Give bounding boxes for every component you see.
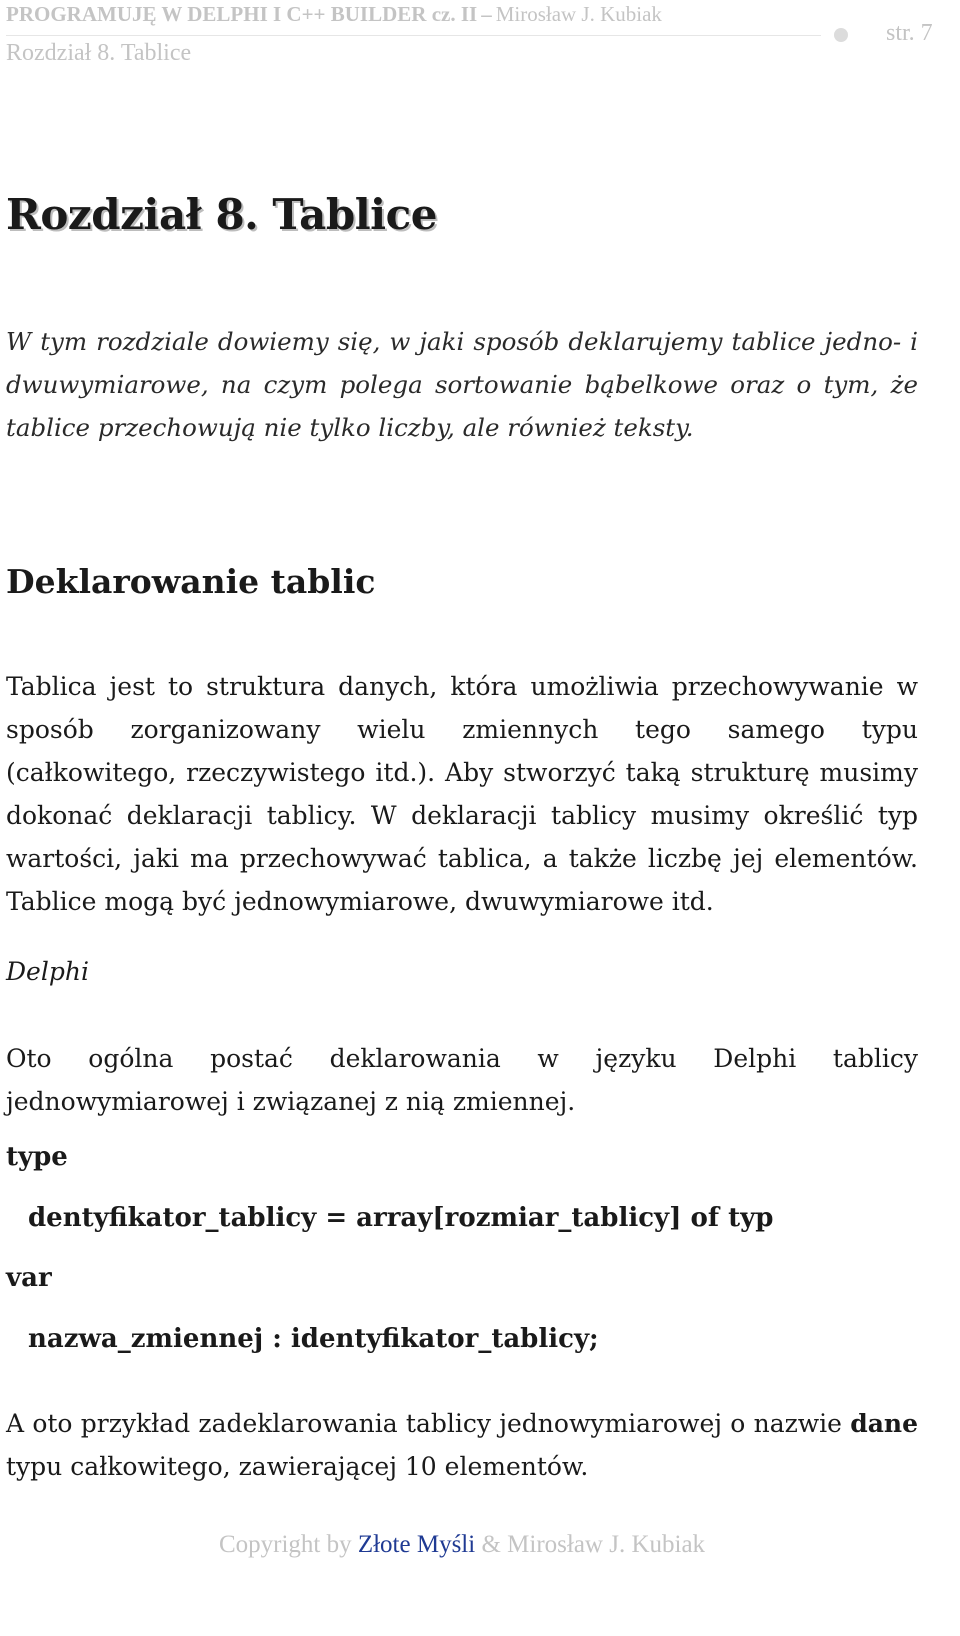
- example-text-start: A oto przykład zadeklarowania tablicy jednowymiarowej o nazwie: [6, 1409, 851, 1438]
- example-text-end: typu całkowitego, zawierającej 10 elementów.: [6, 1452, 589, 1481]
- code-var-keyword: var: [6, 1263, 52, 1293]
- chapter-heading: Rozdział 8. Tablice: [6, 190, 437, 239]
- header-author: Mirosław J. Kubiak: [495, 2, 662, 26]
- header-chapter: Rozdział 8. Tablice: [6, 40, 192, 66]
- copyright-footer: [0, 1531, 924, 1559]
- bullet-icon: [834, 28, 848, 42]
- paragraph-definition: Tablica jest to struktura danych, która umożliwia przechowywanie w sposób zorganizowany wielu zmiennych tego samego typu (całkowitego, rzeczywistego itd.). Aby stworzyć taką strukturę musimy dokonać deklaracji tablicy. W deklaracji tablicy musimy określić typ wartości, jaki ma przechowywać tablica, a także liczbę jej elementów. Tablice mogą być jednowymiarowe, dwuwymiarowe itd.: [6, 672, 918, 916]
- code-var-declaration: nazwa_zmiennej : identyfikator_tablicy;: [28, 1324, 599, 1354]
- language-label: Delphi: [6, 957, 89, 986]
- footer-brand-link[interactable]: Złote Myśli: [357, 1531, 476, 1558]
- paragraph-example: [6, 1402, 918, 1488]
- example-variable-name: dane: [850, 1409, 918, 1438]
- code-type-keyword: type: [6, 1142, 68, 1172]
- running-header: [6, 2, 662, 27]
- footer-suffix: & Mirosław J. Kubiak: [475, 1531, 706, 1558]
- header-dash: –: [481, 2, 492, 26]
- book-title: PROGRAMUJĘ W DELPHI I C++ BUILDER cz. II: [6, 2, 478, 26]
- section-heading: Deklarowanie tablic: [6, 562, 376, 601]
- page-number: str. 7: [886, 20, 933, 46]
- code-type-declaration: dentyfikator_tablicy = array[rozmiar_tablicy] of typ: [28, 1203, 774, 1233]
- chapter-intro: W tym rozdziale dowiemy się, w jaki sposób deklarujemy tablice jedno- i dwuwymiarowe, na czym polega sortowanie bąbelkowe oraz o tym, że tablice przechowują nie tylko liczby, ale również teksty.: [6, 327, 918, 442]
- header-rule: [6, 35, 821, 36]
- paragraph-general-form: Oto ogólna postać deklarowania w języku Delphi tablicy jednowymiarowej i związanej z nią zmiennej.: [6, 1044, 918, 1116]
- footer-prefix: Copyright by: [218, 1531, 358, 1558]
